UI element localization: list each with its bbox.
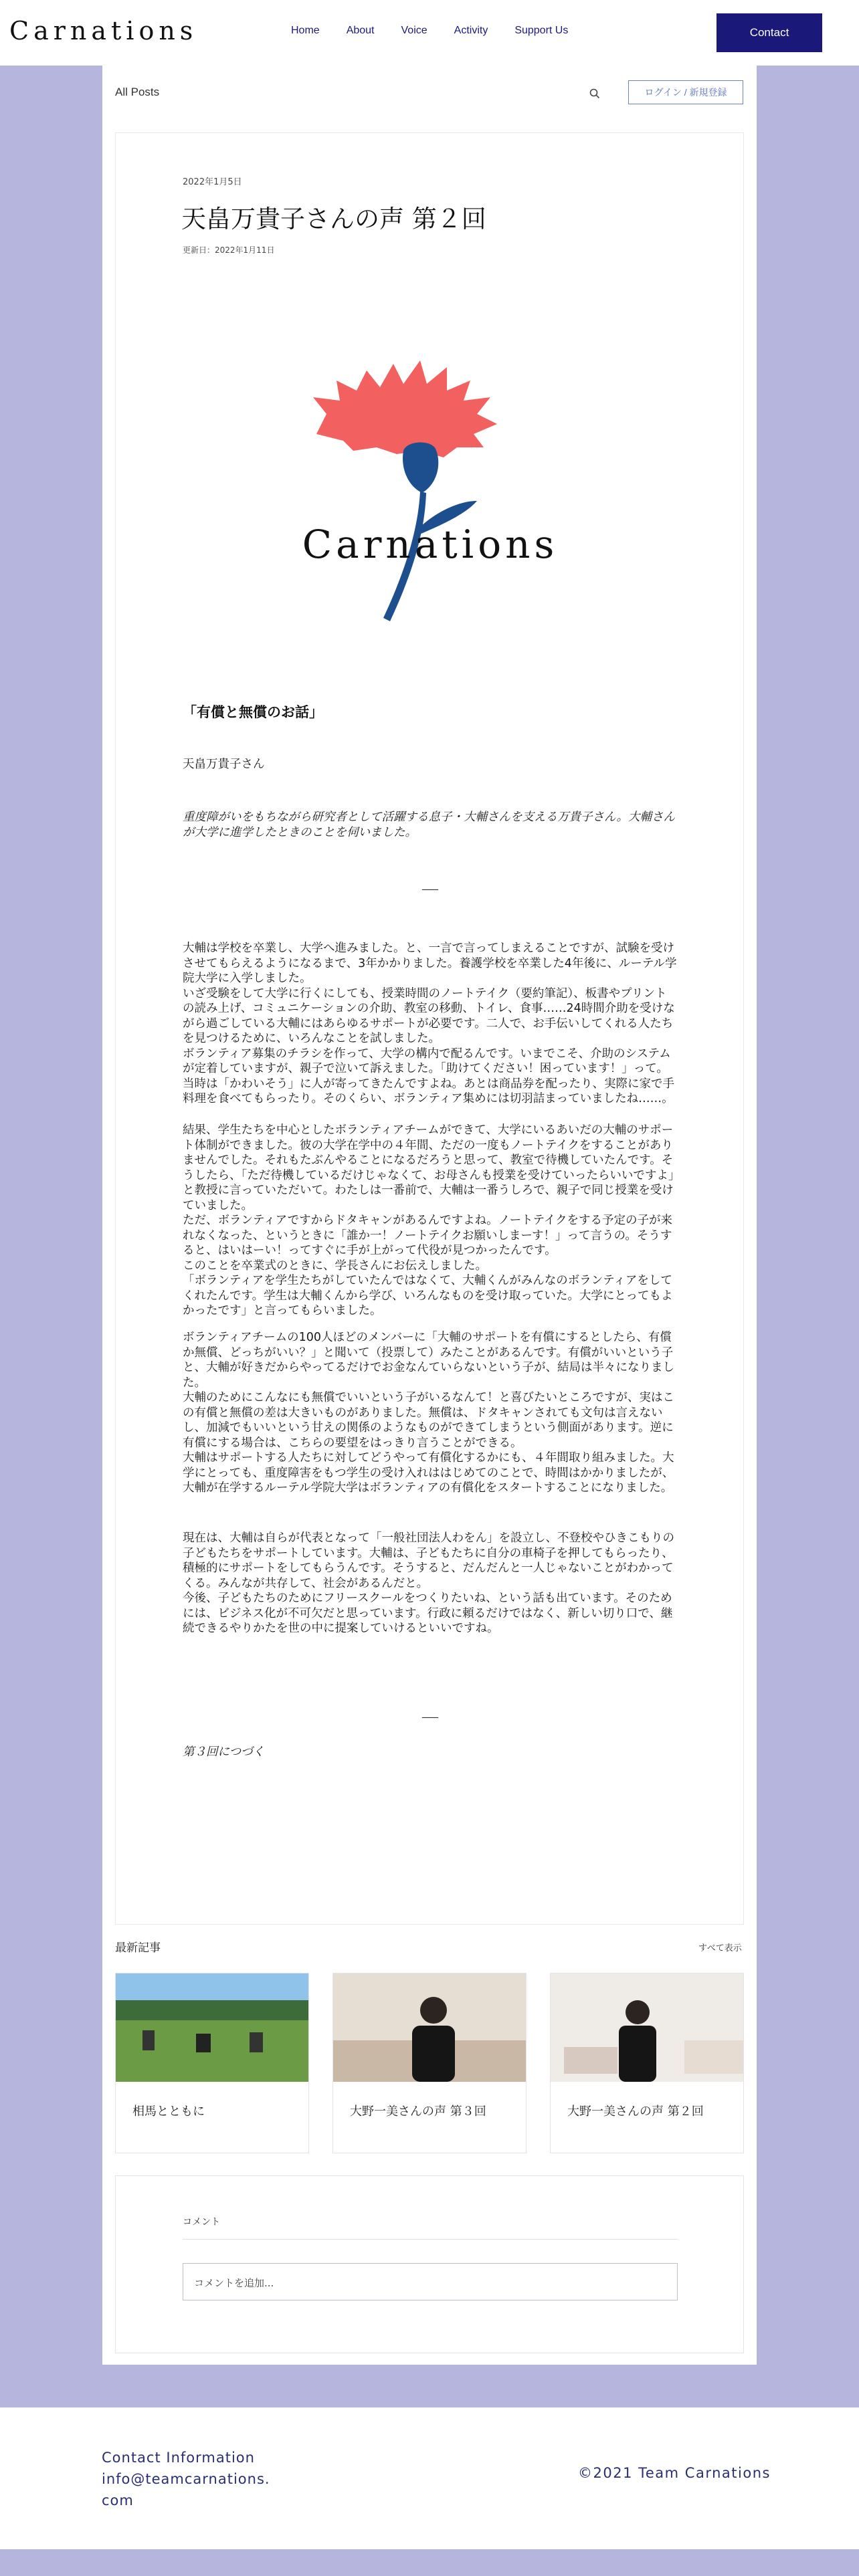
paragraph: 「ボランティアを学生たちがしていたんではなくて、大輔くんがみんなのボランティアをしてくれたんです。学生は大輔くんから学び、いろんなものを受け取っていた。大学にとってもよかったです」と言ってもらいました。 [183,1274,673,1317]
paragraph: 現在は、大輔は自らが代表となって「一般社団法人わをん」を設立し、不登校やひきこもりの子どもたちをサポートしています。大輔は、子どもたちに自分の車椅子を押してもらったり、積極的にサポートをしてもらうんです。そうすると、だんだんと一人じゃないことがわかってくる。みんなが共存して、社会があるんだと。 [183,1531,674,1590]
nav-support-us[interactable]: Support Us [514,25,569,36]
comment-input[interactable]: コメントを追加... [183,2263,678,2300]
main-nav [291,25,595,37]
contact-email[interactable]: info@teamcarnations.com [102,2471,270,2508]
recent-post-thumbnail [551,1973,743,2082]
post-card [115,132,744,1925]
to-be-continued: 第３回につづく [183,1745,265,1759]
recent-post-card[interactable] [332,1973,527,2153]
paragraph: このことを卒業式のときに、学長さんにお伝えしました。 [183,1259,487,1273]
post-updated-date: 更新日：2022年1月11日 [183,245,275,255]
post-title: 天畠万貴子さんの声 第２回 [181,205,486,233]
recent-post-title: 大野一美さんの声 第２回 [567,2105,704,2119]
nav-about[interactable]: About [346,25,375,36]
separator [183,877,678,892]
nav-home[interactable]: Home [291,25,320,36]
paragraph-group-4 [183,1531,678,1636]
blog-topbar [102,66,757,120]
paragraph: いざ受験をして大学に行くにしても、授業時間のノートテイク（要約筆記）、板書やプリントの読み上げ、コミュニケーションの介助、教室の移動、トイレ、食事……24時間介助を受けながら過ごしている大輔にはあらゆるサポートが必要です。二人で、お手伝いしてくれる人たちを見つけるために、いろんなことを試しました。 [183,986,675,1045]
nav-voice[interactable]: Voice [401,25,427,36]
site-logo[interactable]: Carnations [9,16,198,45]
intro-text: 重度障がいをもちながら研究者として活躍する息子・大輔さんを支える万貴子さん。大輔さんが大学に進学したときのことを伺いました。 [183,811,676,839]
carnation-logo-image [276,334,584,635]
recent-posts-title: 最新記事 [115,1941,161,1955]
copyright: ©2021 Team Carnations [578,2465,771,2481]
author-name: 天畠万貴子さん [183,758,265,771]
paragraph-group-2 [183,1123,678,1319]
comments-title: コメント [183,2217,220,2228]
login-signup-button[interactable]: ログイン / 新規登録 [628,80,743,104]
separator-text: ___ [422,877,438,890]
paragraph: ただ、ボランティアですからドタキャンがあるんですよね。ノートテイクをする予定の子が来れなくなった、というときに「誰か一！ノートテイクお願いしまーす！」って言うの。そうすると、はいはーい！ってすぐに手が上がって代役が見つかったんです。 [183,1214,673,1257]
contact-info-label: Contact Information [102,2450,255,2466]
contact-button[interactable]: Contact [717,13,822,52]
carnation-petals [313,360,497,457]
comments-divider [183,2239,678,2240]
search-icon[interactable] [589,88,601,100]
recent-post-title: 大野一美さんの声 第３回 [350,2105,486,2119]
nav-activity[interactable]: Activity [454,25,488,36]
see-all-link[interactable]: すべて表示 [698,1943,742,1953]
author-block [183,757,678,772]
section-heading: 「有償と無償のお話」 [183,704,323,720]
recent-post-thumbnail [333,1973,526,2082]
paragraph: 大輔のためにこんなにも無償でいいという子がいるなんて！と喜びたいところですが、実はこの有償と無償の差は大きいものがありました。無償は、ドタキャンされても文句は言えないし、加減でもいいという甘えの関係のようなものができてしまうという側面があります。逆に有償にする場合は、こちらの要望をはっきり言うことができる。 [183,1391,674,1450]
recent-post-title: 相馬とともに [132,2105,205,2119]
recent-post-card[interactable] [550,1973,744,2153]
intro-block [183,810,678,840]
blog-column [102,66,757,2365]
all-posts-link[interactable]: All Posts [115,86,160,98]
hero-logo-text: Carnations [302,522,559,567]
paragraph: ボランティア募集のチラシを作って、大学の構内で配るんです。いまでこそ、介助のシステムが定着していますが、親子で泣いて訴えました。「助けてください！困っています！」って。当時は「かわいそう」に人が寄ってきたんですよね。あとは商品券を配ったり、実際に家で手料理を食べてもらったり。そのくらい、ボランティア集めには切羽詰まっていましたね……。 [183,1047,674,1105]
paragraph-group-1 [183,941,678,1107]
carnation-calyx [403,443,438,493]
footer-contact [102,2447,276,2511]
paragraph: 大輔はサポートする人たちに対してどうやって有償化するかにも、４年間取り組みました。大学にとっても、重度障害をもつ学生の受け入れははじめてのことで、時間はかかりましたが、大輔が在学するルーテル学院大学はボランティアの有償化をスタートすることになりました。 [183,1451,674,1495]
site-header [0,0,859,66]
paragraph: ボランティアチームの100人ほどのメンバーに「大輔のサポートを有償にするとしたら、有償か無償、どっちがいい？」と聞いて（投票して）みたことがあるんです。有償がいいという子と、大輔が好きだからやってるだけでお金なんていらないという子が、結局は半々になりました。 [183,1331,674,1390]
paragraph: 結果、学生たちを中心としたボランティアチームができて、大学にいるあいだの大輔のサポート体制ができました。彼の大学在学中の４年間、ただの一度もノートテイクをすることがありませんでした。それもたぶんやることになるだろうと思って、教室で待機していたんです。そうしたら、「ただ待機しているだけじゃなくて、お母さんも授業を受けていったらいいですよ」と教授に言っていただいて。わたしは一番前で、大輔は一番うしろで、親子で同じ授業を受けていました。 [183,1123,674,1212]
post-date: 2022年1月5日 [183,177,242,187]
comments-section [115,2175,744,2353]
recent-post-card[interactable] [115,1973,309,2153]
paragraph: 今後、子どもたちのためにフリースクールをつくりたいね、という話も出ています。そのためには、ビジネス化が不可欠だと思っています。行政に頼るだけではなく、新しい切り口で、継続できるやりかたを世の中に提案していけるといいですね。 [183,1592,673,1635]
paragraph: 大輔は学校を卒業し、大学へ進みました。と、一言で言ってしまえることですが、試験を受けさせてもらえるようになるまで、3年かかりました。養護学校を卒業した4年後に、ルーテル学院大学に入学しました。 [183,942,677,985]
recent-post-thumbnail [116,1973,308,2082]
section-heading-block [183,705,678,720]
paragraph-group-3 [183,1330,678,1496]
end-separator [183,1705,678,1720]
end-separator-text: ___ [422,1705,438,1718]
continued-block [183,1745,678,1760]
